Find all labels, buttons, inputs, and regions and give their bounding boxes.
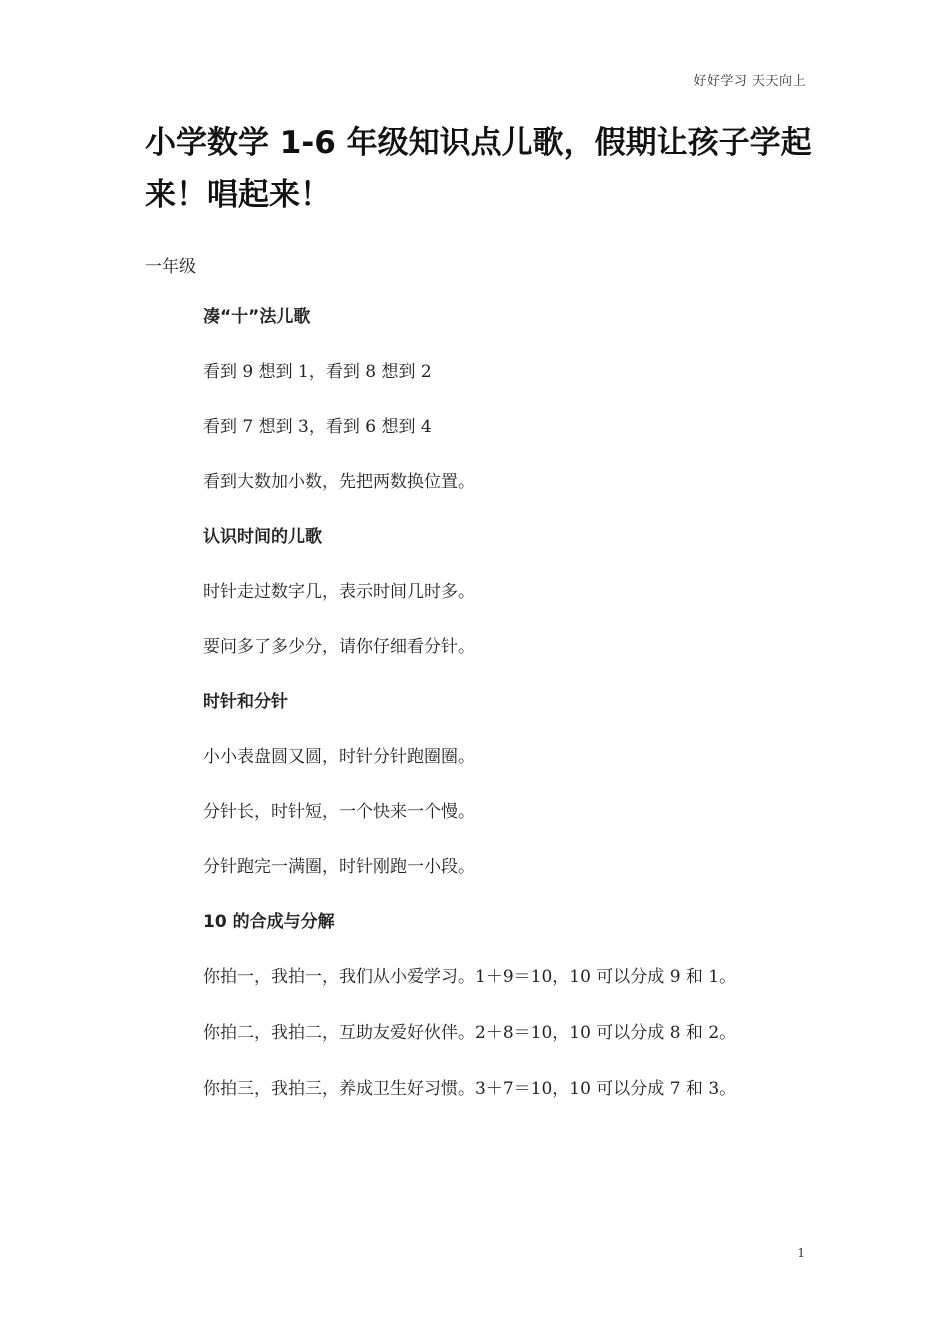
- rhyme-line: 小小表盘圆又圆，时针分针跑圈圈。: [203, 747, 475, 767]
- rhyme-line: 看到大数加小数，先把两数换位置。: [203, 472, 475, 492]
- section-heading: 凑“十”法儿歌: [203, 307, 311, 327]
- rhyme-line: 看到 9 想到 1，看到 8 想到 2: [203, 362, 432, 382]
- rhyme-line: 你拍三，我拍三，养成卫生好习惯。3＋7＝10，10 可以分成 7 和 3。: [203, 1079, 737, 1099]
- rhyme-line: 分针长，时针短，一个快来一个慢。: [203, 802, 475, 822]
- section-heading: 时针和分针: [203, 692, 288, 712]
- rhyme-line: 看到 7 想到 3，看到 6 想到 4: [203, 417, 432, 437]
- rhyme-line: 分针跑完一满圈，时针刚跑一小段。: [203, 857, 475, 877]
- rhyme-line: 要问多了多少分，请你仔细看分针。: [203, 637, 475, 657]
- page-number: 1: [797, 1246, 805, 1260]
- rhyme-line: 时针走过数字几，表示时间几时多。: [203, 582, 475, 602]
- section-heading: 认识时间的儿歌: [203, 527, 322, 547]
- rhyme-line: 你拍一，我拍一，我们从小爱学习。1＋9＝10，10 可以分成 9 和 1。: [203, 967, 737, 987]
- rhyme-line: 你拍二，我拍二，互助友爱好伙伴。2＋8＝10，10 可以分成 8 和 2。: [203, 1023, 737, 1043]
- grade-label: 一年级: [145, 257, 196, 277]
- page-title: 小学数学 1-6 年级知识点儿歌，假期让孩子学起来！唱起来！: [145, 125, 812, 213]
- header-motto: 好好学习 天天向上: [693, 74, 806, 89]
- document-body: [203, 306, 743, 1134]
- section-heading: 10 的合成与分解: [203, 912, 335, 932]
